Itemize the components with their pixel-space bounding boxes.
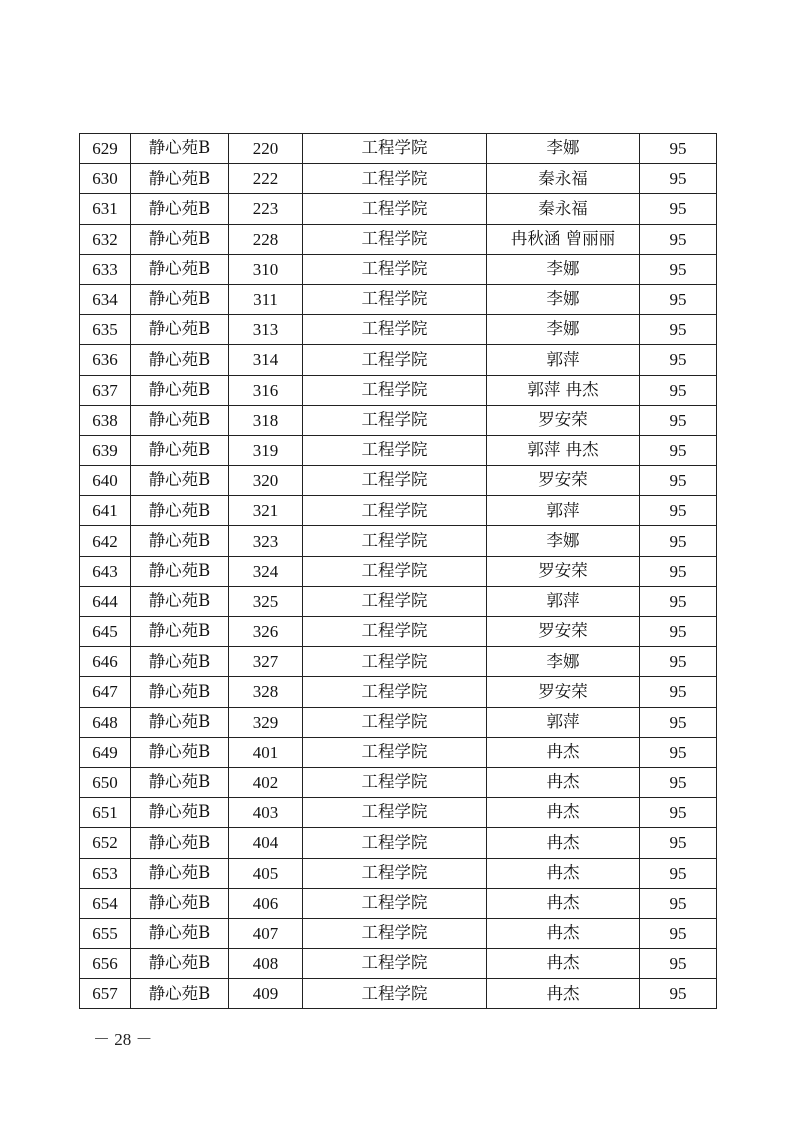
table-row — [80, 647, 717, 677]
room-number-cell: 223 — [229, 194, 303, 224]
room-number-cell: 404 — [229, 828, 303, 858]
row-number-cell: 640 — [80, 466, 131, 496]
room-number-cell: 222 — [229, 164, 303, 194]
advisor-cell: 冉秋涵 曾丽丽 — [487, 224, 640, 254]
building-cell: 静心苑B — [131, 949, 229, 979]
room-number-cell: 314 — [229, 345, 303, 375]
college-cell: 工程学院 — [303, 647, 487, 677]
advisor-cell: 冉杰 — [487, 828, 640, 858]
table-row — [80, 466, 717, 496]
college-cell: 工程学院 — [303, 134, 487, 164]
row-number-cell: 648 — [80, 707, 131, 737]
table-row — [80, 345, 717, 375]
table-row — [80, 164, 717, 194]
room-number-cell: 321 — [229, 496, 303, 526]
score-cell: 95 — [640, 315, 717, 345]
room-number-cell: 323 — [229, 526, 303, 556]
advisor-cell: 郭萍 — [487, 586, 640, 616]
college-cell: 工程学院 — [303, 254, 487, 284]
college-cell: 工程学院 — [303, 224, 487, 254]
advisor-cell: 郭萍 冉杰 — [487, 435, 640, 465]
room-number-cell: 313 — [229, 315, 303, 345]
score-cell: 95 — [640, 496, 717, 526]
advisor-cell: 冉杰 — [487, 798, 640, 828]
building-cell: 静心苑B — [131, 375, 229, 405]
row-number-cell: 654 — [80, 888, 131, 918]
building-cell: 静心苑B — [131, 556, 229, 586]
college-cell: 工程学院 — [303, 435, 487, 465]
score-cell: 95 — [640, 405, 717, 435]
room-number-cell: 311 — [229, 284, 303, 314]
advisor-cell: 冉杰 — [487, 767, 640, 797]
score-cell: 95 — [640, 466, 717, 496]
room-number-cell: 310 — [229, 254, 303, 284]
building-cell: 静心苑B — [131, 134, 229, 164]
row-number-cell: 645 — [80, 617, 131, 647]
advisor-cell: 冉杰 — [487, 737, 640, 767]
row-number-cell: 656 — [80, 949, 131, 979]
dormitory-score-table — [79, 133, 717, 1009]
room-number-cell: 409 — [229, 979, 303, 1009]
row-number-cell: 651 — [80, 798, 131, 828]
room-number-cell: 318 — [229, 405, 303, 435]
building-cell: 静心苑B — [131, 315, 229, 345]
score-cell: 95 — [640, 617, 717, 647]
college-cell: 工程学院 — [303, 315, 487, 345]
advisor-cell: 罗安荣 — [487, 617, 640, 647]
college-cell: 工程学院 — [303, 164, 487, 194]
building-cell: 静心苑B — [131, 979, 229, 1009]
college-cell: 工程学院 — [303, 194, 487, 224]
advisor-cell: 冉杰 — [487, 949, 640, 979]
score-cell: 95 — [640, 888, 717, 918]
college-cell: 工程学院 — [303, 375, 487, 405]
college-cell: 工程学院 — [303, 405, 487, 435]
college-cell: 工程学院 — [303, 284, 487, 314]
score-cell: 95 — [640, 918, 717, 948]
table-row — [80, 918, 717, 948]
row-number-cell: 646 — [80, 647, 131, 677]
advisor-cell: 郭萍 — [487, 707, 640, 737]
building-cell: 静心苑B — [131, 284, 229, 314]
building-cell: 静心苑B — [131, 707, 229, 737]
row-number-cell: 634 — [80, 284, 131, 314]
row-number-cell: 643 — [80, 556, 131, 586]
building-cell: 静心苑B — [131, 435, 229, 465]
row-number-cell: 649 — [80, 737, 131, 767]
advisor-cell: 秦永福 — [487, 164, 640, 194]
score-cell: 95 — [640, 194, 717, 224]
building-cell: 静心苑B — [131, 466, 229, 496]
row-number-cell: 644 — [80, 586, 131, 616]
room-number-cell: 405 — [229, 858, 303, 888]
table-row — [80, 556, 717, 586]
college-cell: 工程学院 — [303, 677, 487, 707]
score-cell: 95 — [640, 556, 717, 586]
score-cell: 95 — [640, 979, 717, 1009]
college-cell: 工程学院 — [303, 526, 487, 556]
building-cell: 静心苑B — [131, 737, 229, 767]
score-cell: 95 — [640, 767, 717, 797]
room-number-cell: 320 — [229, 466, 303, 496]
advisor-cell: 冉杰 — [487, 979, 640, 1009]
table-row — [80, 496, 717, 526]
row-number-cell: 647 — [80, 677, 131, 707]
row-number-cell: 655 — [80, 918, 131, 948]
advisor-cell: 冉杰 — [487, 918, 640, 948]
room-number-cell: 402 — [229, 767, 303, 797]
room-number-cell: 325 — [229, 586, 303, 616]
table-row — [80, 707, 717, 737]
table-row — [80, 435, 717, 465]
score-cell: 95 — [640, 254, 717, 284]
table-row — [80, 828, 717, 858]
college-cell: 工程学院 — [303, 798, 487, 828]
table-row — [80, 979, 717, 1009]
college-cell: 工程学院 — [303, 617, 487, 647]
room-number-cell: 403 — [229, 798, 303, 828]
building-cell: 静心苑B — [131, 888, 229, 918]
building-cell: 静心苑B — [131, 918, 229, 948]
table-row — [80, 858, 717, 888]
advisor-cell: 郭萍 冉杰 — [487, 375, 640, 405]
score-cell: 95 — [640, 224, 717, 254]
room-number-cell: 327 — [229, 647, 303, 677]
row-number-cell: 633 — [80, 254, 131, 284]
building-cell: 静心苑B — [131, 858, 229, 888]
advisor-cell: 秦永福 — [487, 194, 640, 224]
table-row — [80, 375, 717, 405]
score-cell: 95 — [640, 526, 717, 556]
row-number-cell: 638 — [80, 405, 131, 435]
college-cell: 工程学院 — [303, 707, 487, 737]
advisor-cell: 冉杰 — [487, 888, 640, 918]
table-row — [80, 224, 717, 254]
score-cell: 95 — [640, 586, 717, 616]
college-cell: 工程学院 — [303, 767, 487, 797]
table-row — [80, 617, 717, 647]
row-number-cell: 637 — [80, 375, 131, 405]
score-cell: 95 — [640, 375, 717, 405]
score-cell: 95 — [640, 949, 717, 979]
row-number-cell: 641 — [80, 496, 131, 526]
row-number-cell: 635 — [80, 315, 131, 345]
advisor-cell: 李娜 — [487, 134, 640, 164]
row-number-cell: 629 — [80, 134, 131, 164]
advisor-cell: 李娜 — [487, 526, 640, 556]
college-cell: 工程学院 — [303, 586, 487, 616]
table-row — [80, 677, 717, 707]
row-number-cell: 639 — [80, 435, 131, 465]
room-number-cell: 329 — [229, 707, 303, 737]
building-cell: 静心苑B — [131, 345, 229, 375]
room-number-cell: 407 — [229, 918, 303, 948]
building-cell: 静心苑B — [131, 586, 229, 616]
room-number-cell: 406 — [229, 888, 303, 918]
score-cell: 95 — [640, 858, 717, 888]
building-cell: 静心苑B — [131, 647, 229, 677]
building-cell: 静心苑B — [131, 405, 229, 435]
page-number: － 28 － — [93, 1030, 153, 1049]
building-cell: 静心苑B — [131, 254, 229, 284]
room-number-cell: 220 — [229, 134, 303, 164]
college-cell: 工程学院 — [303, 466, 487, 496]
building-cell: 静心苑B — [131, 617, 229, 647]
college-cell: 工程学院 — [303, 949, 487, 979]
table-row — [80, 949, 717, 979]
room-number-cell: 408 — [229, 949, 303, 979]
room-number-cell: 401 — [229, 737, 303, 767]
college-cell: 工程学院 — [303, 979, 487, 1009]
advisor-cell: 罗安荣 — [487, 677, 640, 707]
table-row — [80, 888, 717, 918]
advisor-cell: 罗安荣 — [487, 466, 640, 496]
building-cell: 静心苑B — [131, 224, 229, 254]
table-row — [80, 405, 717, 435]
row-number-cell: 632 — [80, 224, 131, 254]
advisor-cell: 李娜 — [487, 647, 640, 677]
score-cell: 95 — [640, 284, 717, 314]
table-row — [80, 586, 717, 616]
score-cell: 95 — [640, 677, 717, 707]
college-cell: 工程学院 — [303, 556, 487, 586]
college-cell: 工程学院 — [303, 345, 487, 375]
advisor-cell: 郭萍 — [487, 496, 640, 526]
score-cell: 95 — [640, 647, 717, 677]
building-cell: 静心苑B — [131, 164, 229, 194]
table-body — [80, 134, 717, 1009]
table-row — [80, 737, 717, 767]
row-number-cell: 630 — [80, 164, 131, 194]
advisor-cell: 冉杰 — [487, 858, 640, 888]
score-cell: 95 — [640, 435, 717, 465]
score-cell: 95 — [640, 798, 717, 828]
college-cell: 工程学院 — [303, 828, 487, 858]
room-number-cell: 326 — [229, 617, 303, 647]
room-number-cell: 324 — [229, 556, 303, 586]
college-cell: 工程学院 — [303, 737, 487, 767]
table-row — [80, 254, 717, 284]
advisor-cell: 李娜 — [487, 284, 640, 314]
room-number-cell: 319 — [229, 435, 303, 465]
table-row — [80, 134, 717, 164]
score-cell: 95 — [640, 134, 717, 164]
score-cell: 95 — [640, 164, 717, 194]
score-cell: 95 — [640, 345, 717, 375]
table-row — [80, 526, 717, 556]
college-cell: 工程学院 — [303, 918, 487, 948]
advisor-cell: 李娜 — [487, 254, 640, 284]
advisor-cell: 郭萍 — [487, 345, 640, 375]
building-cell: 静心苑B — [131, 767, 229, 797]
table-row — [80, 798, 717, 828]
room-number-cell: 316 — [229, 375, 303, 405]
row-number-cell: 642 — [80, 526, 131, 556]
building-cell: 静心苑B — [131, 677, 229, 707]
table-row — [80, 315, 717, 345]
room-number-cell: 328 — [229, 677, 303, 707]
college-cell: 工程学院 — [303, 496, 487, 526]
building-cell: 静心苑B — [131, 526, 229, 556]
row-number-cell: 650 — [80, 767, 131, 797]
score-cell: 95 — [640, 828, 717, 858]
score-cell: 95 — [640, 737, 717, 767]
row-number-cell: 652 — [80, 828, 131, 858]
table-row — [80, 767, 717, 797]
building-cell: 静心苑B — [131, 194, 229, 224]
building-cell: 静心苑B — [131, 496, 229, 526]
table-row — [80, 284, 717, 314]
row-number-cell: 657 — [80, 979, 131, 1009]
building-cell: 静心苑B — [131, 828, 229, 858]
table-row — [80, 194, 717, 224]
building-cell: 静心苑B — [131, 798, 229, 828]
row-number-cell: 631 — [80, 194, 131, 224]
college-cell: 工程学院 — [303, 888, 487, 918]
advisor-cell: 罗安荣 — [487, 556, 640, 586]
score-cell: 95 — [640, 707, 717, 737]
college-cell: 工程学院 — [303, 858, 487, 888]
room-number-cell: 228 — [229, 224, 303, 254]
advisor-cell: 李娜 — [487, 315, 640, 345]
row-number-cell: 636 — [80, 345, 131, 375]
advisor-cell: 罗安荣 — [487, 405, 640, 435]
row-number-cell: 653 — [80, 858, 131, 888]
